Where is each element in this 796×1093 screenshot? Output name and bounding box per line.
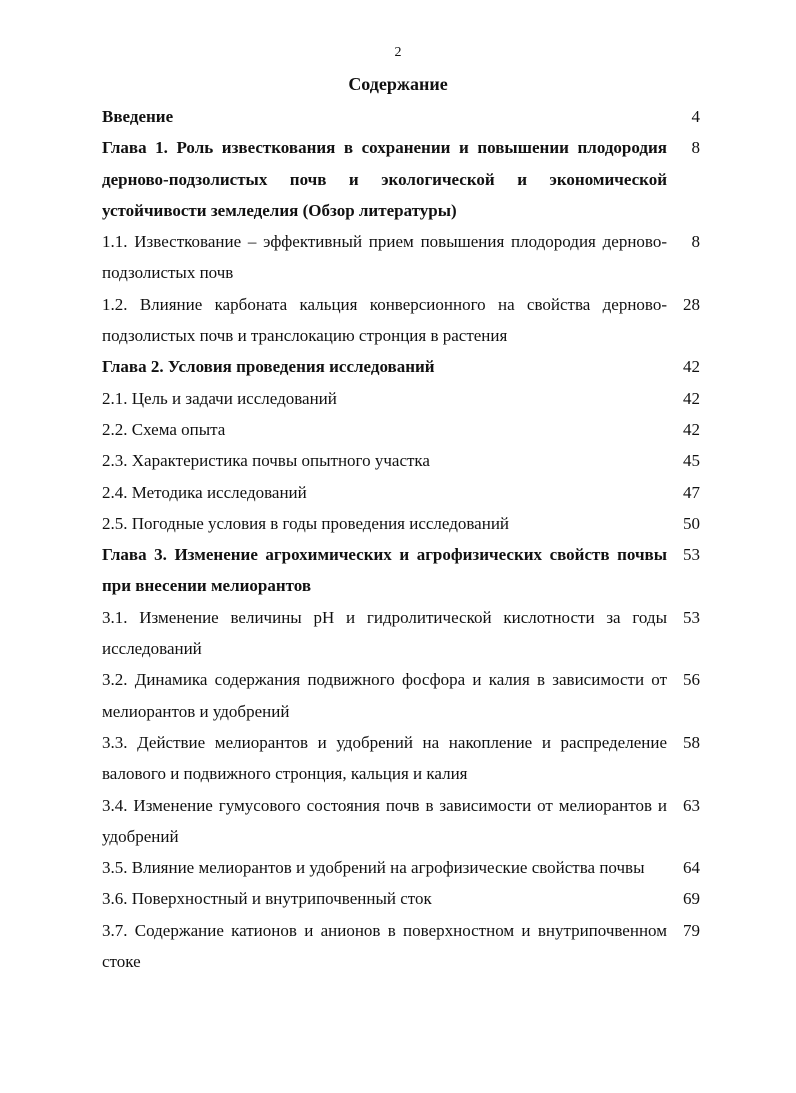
toc-entry-2-3 <box>102 445 702 476</box>
toc-entry-page: 42 <box>683 419 700 439</box>
toc-entry-page: 45 <box>683 451 700 471</box>
toc-entry-3-3 <box>102 727 702 790</box>
toc-entry-chapter-2 <box>102 351 702 382</box>
toc-entry-page: 69 <box>683 889 700 909</box>
toc-entry-text: 2.1. Цель и задачи исследований <box>102 388 337 408</box>
toc-entry-page: 64 <box>683 858 700 878</box>
toc-entry-text: 2.4. Методика исследований <box>102 482 307 502</box>
toc-entry-page: 50 <box>683 513 700 533</box>
toc-entry-page: 53 <box>683 545 700 565</box>
toc-entry-text: Глава 3. Изменение агрохимических и агрофизических свойств почвы при внесении мелиорантов <box>102 545 667 596</box>
toc-entry-page: 58 <box>683 732 700 752</box>
toc-entry-page: 42 <box>683 357 700 377</box>
toc-entry-text: 3.7. Содержание катионов и анионов в поверхностном и внутрипочвенном стоке <box>102 920 667 972</box>
toc-entry-text: 3.4. Изменение гумусового состояния почв в зависимости от мелиорантов и удобрений <box>102 795 667 846</box>
toc-entry-text: 3.3. Действие мелиорантов и удобрений на накопление и распределение валового и подвижного стронция, кальция и калия <box>102 732 667 784</box>
toc-entry-page: 28 <box>683 294 700 314</box>
toc-entry-page: 53 <box>683 607 700 627</box>
toc-entry-chapter-3 <box>102 539 702 602</box>
toc-entry-chapter-1 <box>102 132 702 226</box>
toc-entry-2-5 <box>102 508 702 539</box>
toc-entry-text: 1.2. Влияние карбоната кальция конверсионного на свойства дерново-подзолистых почв и транслокацию стронция в растения <box>102 294 667 346</box>
toc-entry-text: 2.3. Характеристика почвы опытного участка <box>102 451 430 471</box>
table-of-contents <box>102 101 702 977</box>
toc-entry-1-2 <box>102 289 702 352</box>
toc-entry-page: 42 <box>683 388 700 408</box>
toc-entry-2-4 <box>102 477 702 508</box>
toc-entry-3-4 <box>102 790 702 853</box>
toc-entry-page: 56 <box>683 670 700 690</box>
toc-entry-text: 3.1. Изменение величины pH и гидролитической кислотности за годы исследований <box>102 607 667 659</box>
toc-entry-text: Глава 1. Роль известкования в сохранении и повышении плодородия дерново-подзолистых почв и экологической и экономической устойчивости земледелия (Обзор литературы) <box>102 138 667 220</box>
toc-entry-text: 2.2. Схема опыта <box>102 419 226 439</box>
toc-entry-introduction <box>102 101 702 132</box>
toc-entry-text: 2.5. Погодные условия в годы проведения исследований <box>102 513 510 533</box>
toc-entry-text: 3.6. Поверхностный и внутрипочвенный сток <box>102 889 432 909</box>
toc-entry-3-7 <box>102 915 702 978</box>
page-title: Содержание <box>348 74 448 94</box>
toc-entry-page: 8 <box>691 138 700 158</box>
toc-entry-text: 3.5. Влияние мелиорантов и удобрений на агрофизические свойства почвы <box>102 858 645 878</box>
toc-entry-3-1 <box>102 602 702 665</box>
toc-entry-2-1 <box>102 383 702 414</box>
toc-entry-page: 4 <box>691 107 700 126</box>
toc-entry-text: Введение <box>102 107 174 126</box>
toc-entry-3-5 <box>102 852 702 883</box>
toc-entry-page: 47 <box>683 482 700 502</box>
page-number: 2 <box>394 45 402 60</box>
toc-entry-text: 1.1. Известкование – эффективный прием повышения плодородия дерново-подзолистых почв <box>102 232 667 283</box>
toc-entry-1-1 <box>102 226 702 289</box>
toc-entry-page: 79 <box>683 920 700 940</box>
toc-entry-text: Глава 2. Условия проведения исследований <box>102 357 435 377</box>
toc-entry-text: 3.2. Динамика содержания подвижного фосфора и калия в зависимости от мелиорантов и удобрений <box>102 670 667 721</box>
toc-entry-page: 63 <box>683 795 700 815</box>
toc-entry-2-2 <box>102 414 702 445</box>
toc-entry-3-6 <box>102 883 702 914</box>
toc-entry-page: 8 <box>691 232 700 252</box>
toc-entry-3-2 <box>102 664 702 727</box>
